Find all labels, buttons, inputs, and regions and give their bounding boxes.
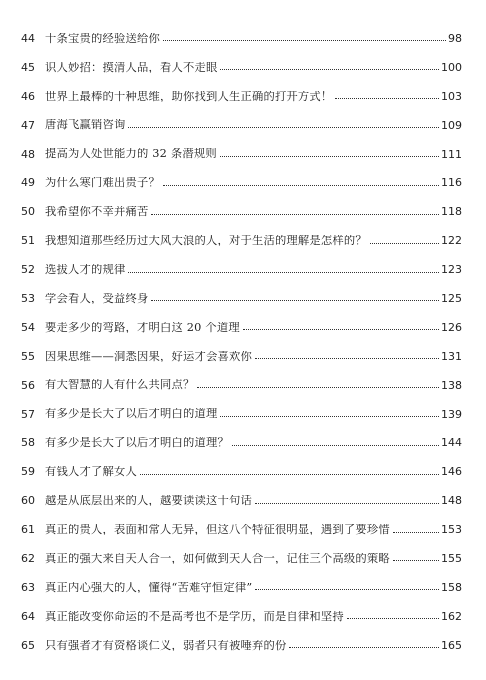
entry-number: 50	[21, 205, 35, 219]
entry-title: 只有强者才有资格谈仁义，弱者只有被唾弃的份	[45, 639, 287, 651]
entry-title: 有钱人才了解女人	[45, 466, 137, 478]
toc-row[interactable]	[0, 457, 486, 486]
dot-leader	[220, 155, 439, 157]
toc-row[interactable]	[0, 428, 486, 457]
toc-row[interactable]	[0, 255, 486, 284]
dot-leader	[255, 588, 439, 590]
dot-leader	[140, 473, 439, 475]
entry-page-number: 148	[441, 494, 462, 508]
dot-leader	[151, 213, 439, 215]
toc-row[interactable]	[0, 168, 486, 197]
entry-title: 有大智慧的人有什么共同点？	[45, 379, 195, 391]
entry-title: 有多少是长大了以后才明白的道理？	[45, 437, 229, 449]
entry-page-number: 146	[441, 465, 462, 479]
dot-leader	[347, 617, 439, 619]
dot-leader	[232, 444, 439, 446]
entry-number: 49	[21, 176, 35, 190]
entry-title: 真正的贵人，表面和常人无异，但这八个特征很明显，遇到了要珍惜	[45, 523, 390, 536]
entry-title: 为什么寒门难出贵子？	[45, 177, 160, 189]
dot-leader	[335, 97, 439, 99]
toc-row[interactable]	[0, 226, 486, 255]
entry-page-number: 98	[448, 31, 462, 45]
entry-title: 有多少是长大了以后才明白的道理	[45, 408, 218, 420]
toc-row[interactable]	[0, 544, 486, 573]
entry-page-number: 138	[441, 378, 462, 392]
entry-title: 唐海飞赢销咨询	[45, 119, 126, 131]
entry-title: 真正内心强大的人，懂得“苦难守恒定律”	[45, 581, 253, 594]
entry-number: 61	[21, 523, 35, 537]
entry-page-number: 109	[441, 118, 462, 132]
entry-page-number: 155	[441, 551, 462, 565]
entry-page-number: 144	[441, 436, 462, 450]
entry-page-number: 111	[441, 147, 462, 161]
entry-number: 52	[21, 263, 35, 277]
entry-number: 62	[21, 551, 35, 565]
entry-page-number: 158	[441, 580, 462, 594]
entry-number: 53	[21, 291, 35, 305]
entry-page-number: 103	[441, 89, 462, 103]
dot-leader	[393, 531, 439, 533]
entry-number: 56	[21, 378, 35, 392]
entry-title: 学会看人，受益终身	[45, 292, 149, 305]
entry-title: 越是从底层出来的人，越要读读这十句话	[45, 495, 252, 507]
entry-title: 真正能改变你命运的不是高考也不是学历，而是自律和坚持	[45, 610, 344, 622]
toc-row[interactable]	[0, 197, 486, 226]
dot-leader	[289, 646, 439, 648]
entry-number: 59	[21, 465, 35, 479]
toc-row[interactable]	[0, 284, 486, 313]
toc-row[interactable]	[0, 53, 486, 82]
toc-row[interactable]	[0, 342, 486, 371]
entry-title: 选拔人才的规律	[45, 263, 126, 276]
entry-page-number: 162	[441, 609, 462, 623]
entry-page-number: 153	[441, 523, 462, 537]
entry-number: 60	[21, 494, 35, 508]
entry-title: 真正的强大来自天人合一，如何做到天人合一，记住三个高级的策略	[45, 552, 390, 565]
dot-leader	[255, 357, 439, 359]
toc-row[interactable]	[0, 82, 486, 111]
entry-number: 58	[21, 436, 35, 450]
dot-leader	[128, 126, 439, 128]
toc-row[interactable]	[0, 111, 486, 140]
entry-title: 世界上最棒的十种思维，助你找到人生正确的打开方式！	[45, 90, 333, 102]
dot-leader	[370, 242, 439, 244]
entry-number: 63	[21, 580, 35, 594]
dot-leader	[220, 415, 439, 417]
entry-page-number: 100	[441, 60, 462, 74]
toc-row[interactable]	[0, 486, 486, 515]
entry-number: 44	[21, 31, 35, 45]
dot-leader	[197, 386, 439, 388]
entry-title: 十条宝贵的经验送给你	[45, 32, 160, 45]
entry-title: 因果思维——洞悉因果，好运才会喜欢你	[45, 350, 252, 362]
toc-row[interactable]	[0, 140, 486, 169]
toc-row[interactable]	[0, 24, 486, 53]
entry-page-number: 126	[441, 320, 462, 334]
entry-page-number: 125	[441, 291, 462, 305]
dot-leader	[243, 328, 439, 330]
entry-number: 65	[21, 638, 35, 652]
toc-row[interactable]	[0, 602, 486, 631]
entry-page-number: 122	[441, 234, 462, 248]
toc-row[interactable]	[0, 515, 486, 544]
toc-row[interactable]	[0, 313, 486, 342]
entry-page-number: 118	[441, 205, 462, 219]
toc-row[interactable]	[0, 573, 486, 602]
entry-page-number: 139	[441, 407, 462, 421]
dot-leader	[151, 299, 439, 301]
entry-page-number: 165	[441, 638, 462, 652]
dot-leader	[163, 184, 439, 186]
entry-number: 47	[21, 118, 35, 132]
dot-leader	[128, 271, 439, 273]
entry-number: 48	[21, 147, 35, 161]
dot-leader	[393, 559, 439, 561]
entry-page-number: 131	[441, 349, 462, 363]
toc-row[interactable]	[0, 400, 486, 429]
entry-number: 57	[21, 407, 35, 421]
entry-number: 51	[21, 234, 35, 248]
entry-title: 提高为人处世能力的 32 条潜规则	[45, 148, 217, 160]
entry-number: 46	[21, 89, 35, 103]
entry-page-number: 123	[441, 263, 462, 277]
entry-page-number: 116	[441, 176, 462, 190]
entry-title: 我想知道那些经历过大风大浪的人，对于生活的理解是怎样的？	[45, 235, 367, 247]
dot-leader	[163, 39, 446, 41]
entry-number: 45	[21, 60, 35, 74]
entry-title: 要走多少的弯路，才明白这 20 个道理	[45, 321, 240, 333]
entry-title: 识人妙招：摸清人品，看人不走眼	[45, 61, 218, 73]
dot-leader	[220, 68, 439, 70]
entry-number: 55	[21, 349, 35, 363]
dot-leader	[255, 502, 439, 504]
entry-number: 54	[21, 320, 35, 334]
toc-row[interactable]	[0, 631, 486, 660]
toc-row[interactable]	[0, 371, 486, 400]
entry-number: 64	[21, 609, 35, 623]
entry-title: 我希望你不幸并痛苦	[45, 206, 149, 218]
